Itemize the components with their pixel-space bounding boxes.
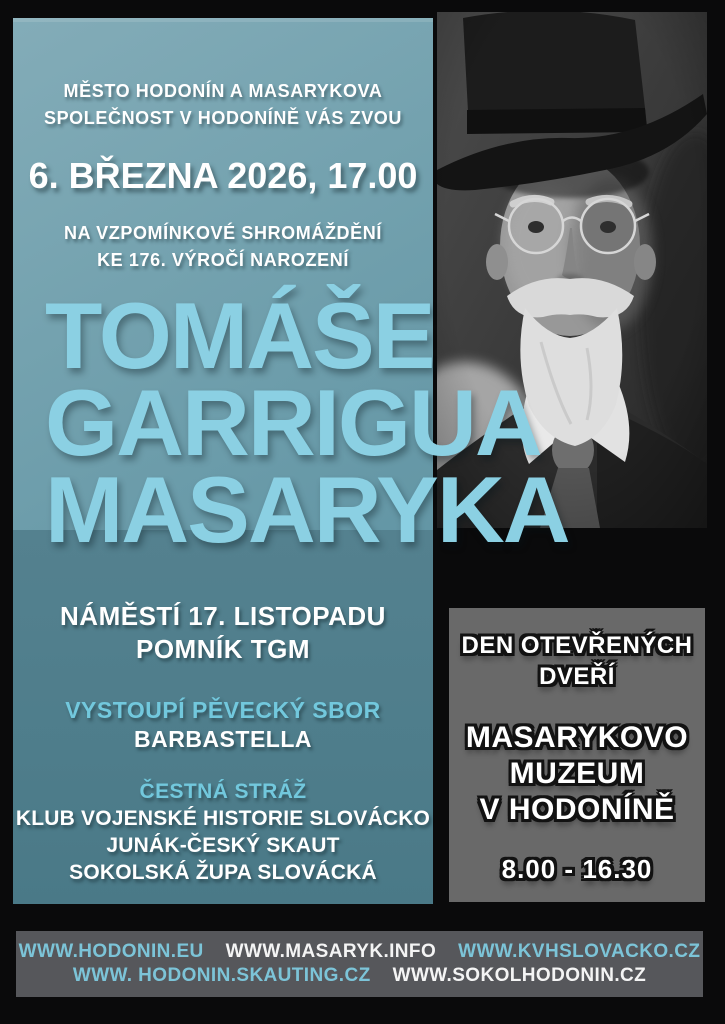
museum-name-line-3: V HODONÍNĚ	[479, 793, 675, 826]
venue-text	[60, 600, 386, 666]
invitation-line-2: SPOLEČNOST V HODONÍNĚ VÁS ZVOU	[43, 108, 403, 128]
title-line-3: MASARYKA	[45, 457, 569, 562]
honor-guard-member-1: KLUB VOJENSKÉ HISTORIE SLOVÁCKO	[15, 807, 431, 830]
museum-name-line-2: MUZEUM	[509, 757, 645, 790]
honor-guard-member-3: SOKOLSKÁ ŽUPA SLOVÁCKÁ	[69, 861, 377, 884]
details-panel	[13, 530, 433, 904]
invitation-line-1: MĚSTO HODONÍN A MASARYKOVA	[63, 81, 383, 101]
occasion-line-1: NA VZPOMÍNKOVÉ SHROMÁŽDĚNÍ	[64, 223, 382, 243]
occasion-line-2: KE 176. VÝROČÍ NAROZENÍ	[97, 250, 349, 270]
venue-line-1: NÁMĚSTÍ 17. LISTOPADU	[60, 601, 386, 631]
title-line-1: TOMÁŠE	[45, 283, 434, 388]
open-day-text	[461, 630, 692, 692]
footer-links-bar	[16, 931, 703, 997]
footer-row-2	[73, 964, 646, 988]
link-hodonin-skauting-cz: WWW. HODONIN.SKAUTING.CZ	[72, 965, 371, 986]
link-masaryk-info: WWW.MASARYK.INFO	[225, 941, 437, 962]
link-sokolhodonin-cz: WWW.SOKOLHODONIN.CZ	[392, 965, 647, 986]
honor-guard-label: ČESTNÁ STRÁŽ	[139, 780, 307, 803]
open-day-line-2: DVEŘÍ	[539, 663, 615, 690]
opening-hours: 8.00 - 16.30	[501, 854, 653, 884]
poster-title	[45, 283, 569, 562]
footer-row-1	[19, 940, 701, 964]
invitation-text	[44, 78, 402, 132]
museum-name-line-1: MASARYKOVO	[465, 721, 689, 754]
link-hodonin-eu: WWW.HODONIN.EU	[18, 941, 204, 962]
museum-open-day-panel	[449, 608, 705, 902]
event-datetime: 6. BŘEZNA 2026, 17.00	[28, 155, 418, 196]
open-day-line-1: DEN OTEVŘENÝCH	[461, 632, 693, 659]
title-line-2: GARRIGUA	[45, 370, 541, 475]
link-kvhslovacko-cz: WWW.KVHSLOVACKO.CZ	[458, 941, 701, 962]
museum-name	[466, 720, 688, 828]
venue-line-2: POMNÍK TGM	[135, 634, 310, 664]
choir-label: VYSTOUPÍ PĚVECKÝ SBOR	[65, 697, 381, 723]
honor-guard-member-2: JUNÁK-ČESKÝ SKAUT	[106, 834, 340, 857]
choir-name: BARBASTELLA	[134, 726, 312, 752]
occasion-text	[64, 220, 382, 274]
